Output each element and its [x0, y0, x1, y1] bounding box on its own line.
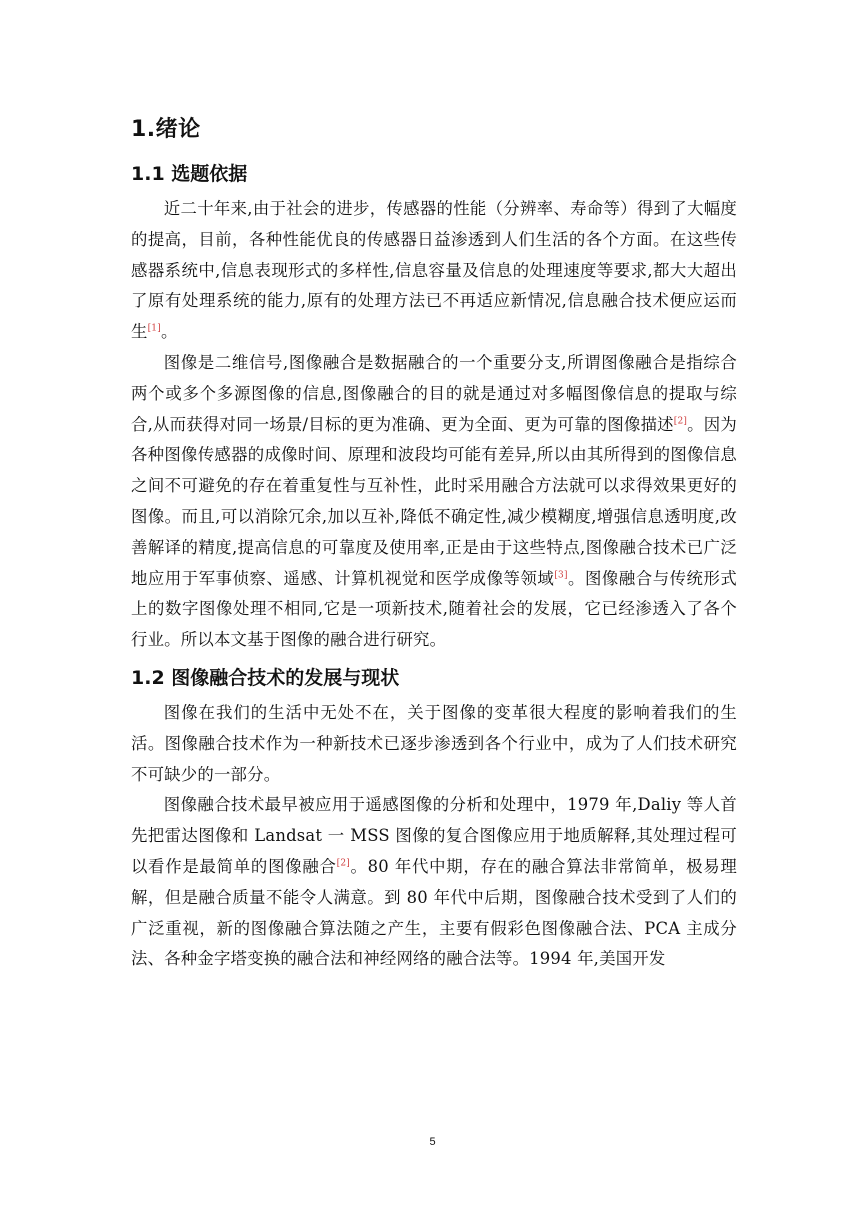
citation-ref[interactable]: [2]: [336, 858, 350, 869]
paragraph-1-1-b: [131, 348, 737, 656]
citation-ref[interactable]: [1]: [147, 323, 161, 334]
paragraph-text: 图像是二维信号,图像融合是数据融合的一个重要分支,所谓图像融合是指综合两个或多个多源图像的信息,图像融合的目的就是通过对多幅图像信息的提取与综合,从而获得对同一场景/目标的更为准确、更为全面、更为可靠的图像描述: [131, 352, 737, 434]
citation-ref[interactable]: [3]: [554, 570, 568, 581]
section-heading-1-1: 1.1 选题依据: [131, 163, 248, 185]
page-content: [131, 110, 737, 975]
citation-ref[interactable]: [2]: [673, 416, 688, 427]
paragraph-text: 。: [160, 322, 178, 342]
paragraph-text: 。80 年代中期，存在的融合算法非常简单，极易理解，但是融合质量不能令人满意。到 80 年代中后期，图像融合技术受到了人们的广泛重视，新的图像融合算法随之产生，主要有假彩色图像融合法、PCA 主成分法、各种金字塔变换的融合法和神经网络的融合法等。1994 年,美国开发: [131, 856, 737, 969]
chapter-title: 1.绪论: [131, 117, 201, 142]
paragraph-1-1-a: [131, 194, 737, 348]
section-heading-1-2: 1.2 图像融合技术的发展与现状: [131, 666, 400, 689]
page-number: 5: [429, 1136, 436, 1148]
paragraph-1-2-b: [131, 790, 737, 975]
paragraph-1-2-a: 图像在我们的生活中无处不在，关于图像的变革很大程度的影响着我们的生活。图像融合技术作为一种新技术已逐步渗透到各个行业中，成为了人们技术研究不可缺少的一部分。: [131, 702, 737, 784]
paragraph-text: 图像融合技术最早被应用于遥感图像的分析和处理中，1979 年,Daliy 等人首先把雷达图像和 Landsat 一 MSS 图像的复合图像应用于地质解释,其处理过程可以看作是最简单的图像融合: [131, 795, 737, 876]
paragraph-text: 。因为各种图像传感器的成像时间、原理和波段均可能有差异,所以由其所得到的图像信息之间不可避免的存在着重复性与互补性，此时采用融合方法就可以求得效果更好的图像。而且,可以消除冗余,加以互补,降低不确定性,减少模糊度,增强信息透明度,改善解译的精度,提高信息的可靠度及使用率,正是由于这些特点,图像融合技术已广泛地应用于军事侦察、遥感、计算机视觉和医学成像等领域: [131, 414, 737, 588]
paragraph-text: 近二十年来,由于社会的进步，传感器的性能（分辨率、寿命等）得到了大幅度的提高，目前，各种性能优良的传感器日益渗透到人们生活的各个方面。在这些传感器系统中,信息表现形式的多样性,信息容量及信息的处理速度等要求,都大大超出了原有处理系统的能力,原有的处理方法已不再适应新情况,信息融合技术便应运而生: [131, 199, 737, 342]
paragraph-text: 。图像融合与传统形式上的数字图像处理不相同,它是一项新技术,随着社会的发展，它已经渗透入了各个行业。所以本文基于图像的融合进行研究。: [131, 568, 738, 650]
